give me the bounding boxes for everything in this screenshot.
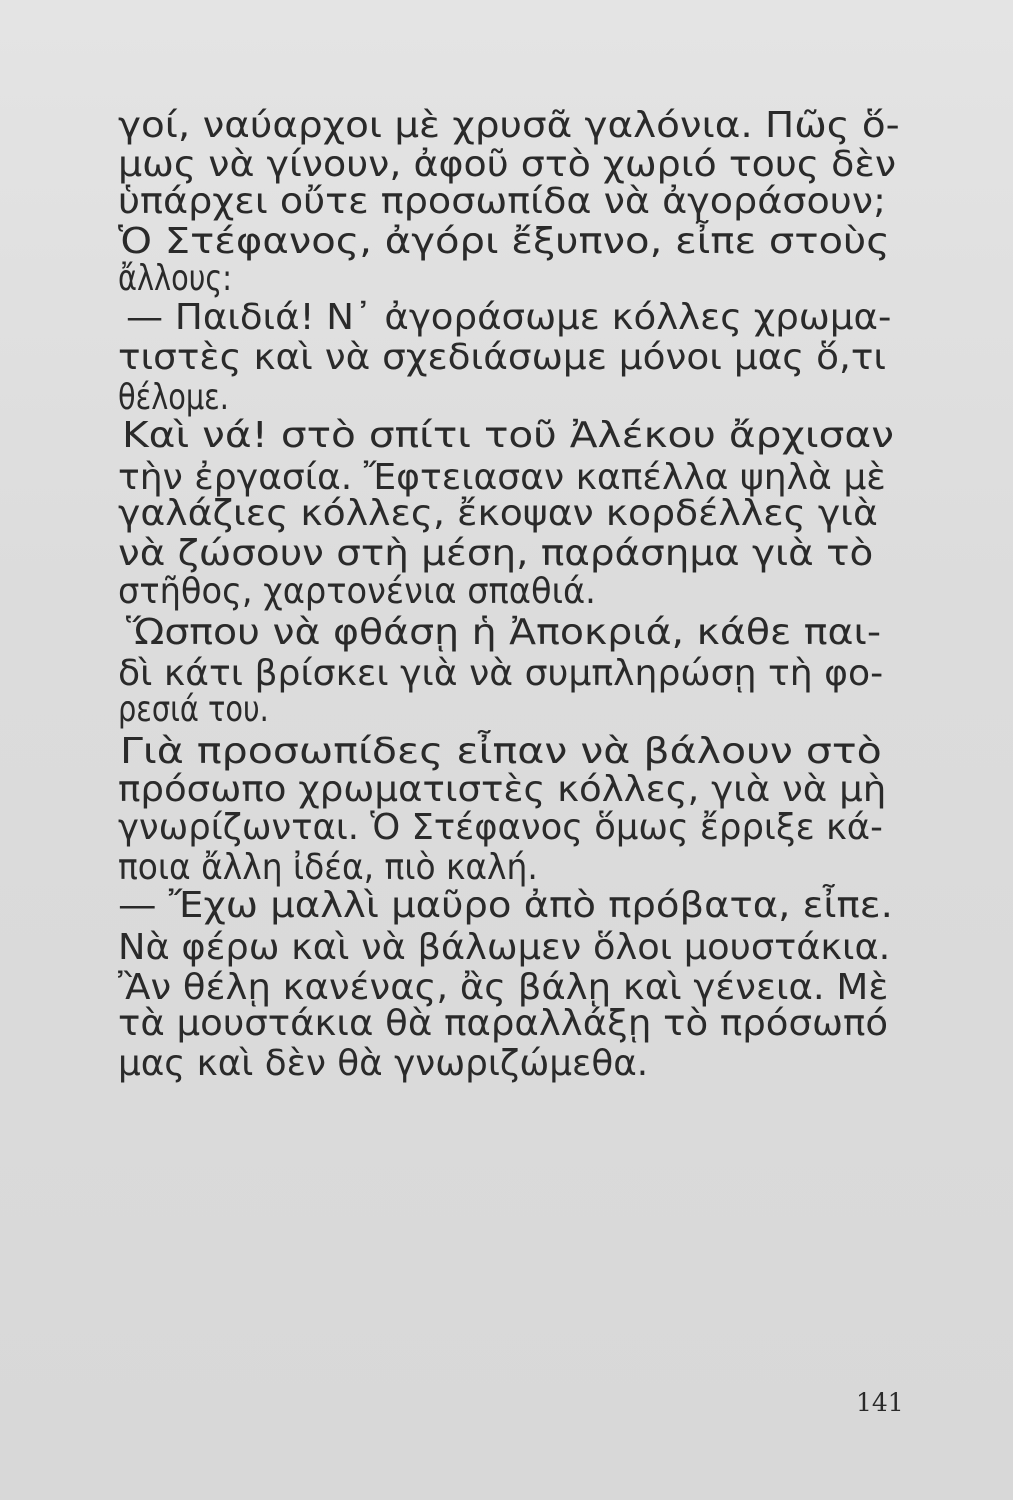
text-line: γνωρίζωνται. Ὁ Στέφανος ὅμως ἔρριξε κά- (118, 807, 883, 848)
text-line: — Ἔχω μαλλὶ μαῦρο ἀπὸ πρόβατα, εἶπε. (118, 885, 893, 926)
text-line: τὰ μουστάκια θὰ παραλλάξῃ τὸ πρόσωπό (118, 1003, 889, 1044)
text-line: τιστὲς καὶ νὰ σχεδιάσωμε μόνοι μας ὅ,τι (118, 337, 887, 378)
text-line: Ὥσπου νὰ φθάσῃ ἡ Ἀποκριά, κάθε παι- (126, 612, 882, 653)
text-line: Ὁ Στέφανος, ἀγόρι ἔξυπνο, εἶπε στοὺς (118, 221, 890, 262)
text-line: ὑπάρχει οὔτε προσωπίδα νὰ ἀγοράσουν; (118, 181, 886, 222)
text-line: μας καὶ δὲν θὰ γνωριζώμεθα. (118, 1043, 649, 1084)
text-line: γαλάζιες κόλλες, ἔκοψαν κορδέλλες γιὰ (118, 493, 878, 534)
text-line: θέλομε. (118, 377, 229, 418)
text-line: Ἂν θέλῃ κανένας, ἂς βάλῃ καὶ γένεια. Μὲ (118, 967, 889, 1008)
text-line: ρεσιά του. (118, 689, 269, 730)
text-line: γοί, ναύαρχοι μὲ χρυσᾶ γαλόνια. Πῶς ὅ- (118, 105, 900, 146)
text-line: ἄλλους: (118, 258, 232, 299)
text-line: μως νὰ γίνουν, ἀφοῦ στὸ χωριό τους δὲν (118, 144, 897, 185)
page-number: 141 (856, 1388, 904, 1417)
text-line: πρόσωπο χρωματιστὲς κόλλες, γιὰ νὰ μὴ (118, 769, 887, 810)
text-line: στῆθος, χαρτονένια σπαθιά. (118, 571, 596, 612)
text-line: Γιὰ προσωπίδες εἶπαν νὰ βάλουν στὸ (120, 731, 882, 772)
text-line: Καὶ νά! στὸ σπίτι τοῦ Ἀλέκου ἄρχισαν (122, 415, 894, 456)
text-line: τὴν ἐργασία. Ἔφτειασαν καπέλλα ψηλὰ μὲ (118, 457, 886, 498)
text-line: ποια ἄλλη ἰδέα, πιὸ καλή. (118, 847, 538, 888)
text-line: Νὰ φέρω καὶ νὰ βάλωμεν ὅλοι μουστάκια. (118, 927, 891, 968)
text-line: — Παιδιά! Ν᾽ ἀγοράσωμε κόλλες χρωμα- (126, 297, 892, 338)
text-line: νὰ ζώσουν στὴ μέση, παράσημα γιὰ τὸ (118, 533, 874, 574)
text-line: δὶ κάτι βρίσκει γιὰ νὰ συμπληρώσῃ τὴ φο- (118, 653, 884, 694)
